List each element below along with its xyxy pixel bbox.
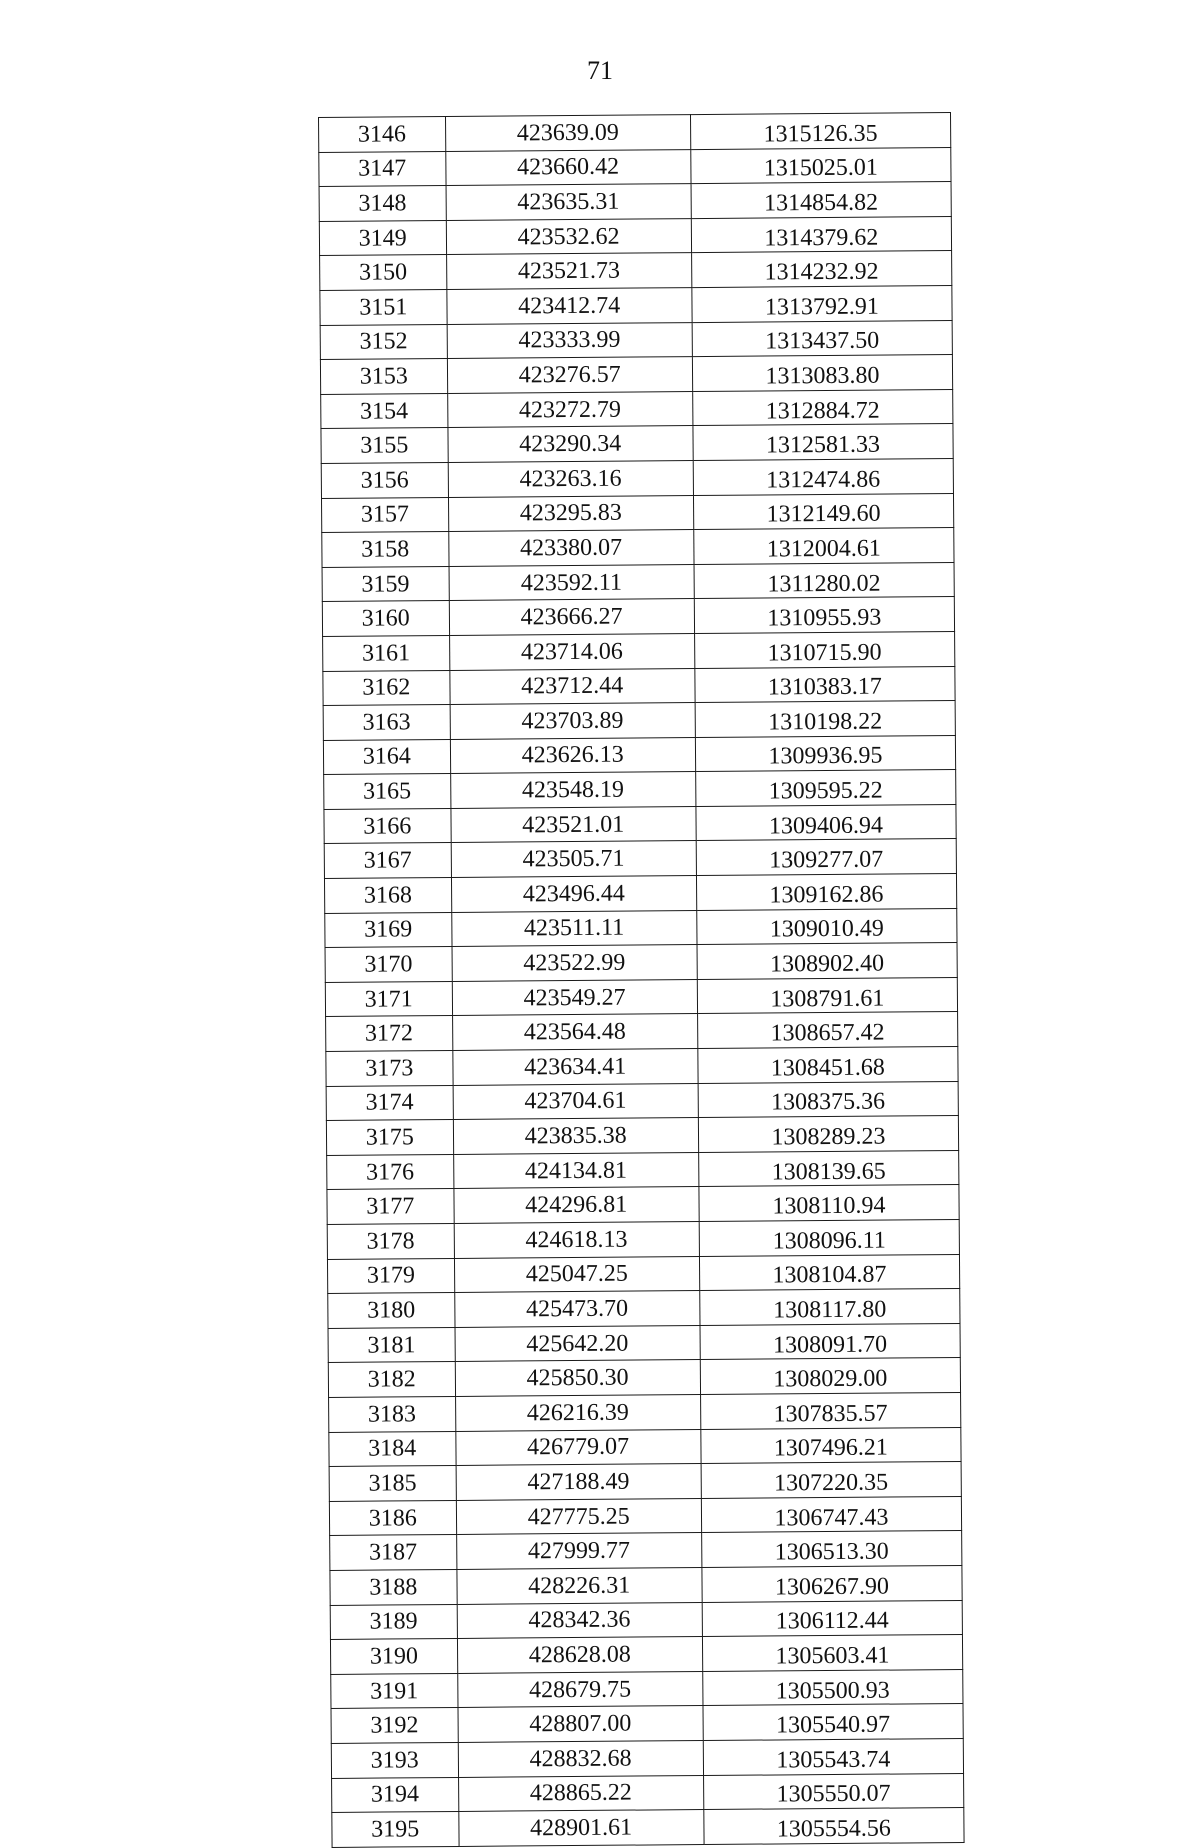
table-row — [326, 1012, 958, 1052]
point-number-cell: 3152 — [320, 324, 447, 360]
x-coordinate-cell: 423290.34 — [448, 426, 693, 463]
table-row — [331, 1704, 963, 1744]
point-number-cell: 3159 — [322, 566, 449, 602]
y-coordinate-cell: 1311280.02 — [694, 562, 955, 599]
table-row — [326, 1081, 958, 1121]
y-coordinate-cell: 1309406.94 — [696, 804, 957, 841]
y-coordinate-cell: 1313437.50 — [692, 320, 953, 357]
y-coordinate-cell: 1305554.56 — [704, 1808, 965, 1845]
x-coordinate-cell: 428901.61 — [458, 1810, 703, 1847]
point-number-cell: 3190 — [330, 1639, 457, 1675]
y-coordinate-cell: 1309010.49 — [696, 908, 957, 945]
y-coordinate-cell: 1305550.07 — [703, 1773, 964, 1810]
point-number-cell: 3150 — [320, 255, 447, 291]
x-coordinate-cell: 423714.06 — [449, 633, 694, 670]
y-coordinate-cell: 1309936.95 — [695, 735, 956, 772]
y-coordinate-cell: 1310198.22 — [695, 701, 956, 738]
table-row — [320, 320, 952, 360]
point-number-cell: 3181 — [328, 1327, 455, 1363]
y-coordinate-cell: 1305540.97 — [703, 1704, 964, 1741]
x-coordinate-cell: 423564.48 — [452, 1014, 697, 1051]
y-coordinate-cell: 1309277.07 — [696, 839, 957, 876]
x-coordinate-cell: 423835.38 — [453, 1118, 698, 1155]
x-coordinate-cell: 423295.83 — [448, 495, 693, 532]
point-number-cell: 3177 — [327, 1189, 454, 1225]
x-coordinate-cell: 428865.22 — [458, 1775, 703, 1812]
x-coordinate-cell: 423532.62 — [446, 218, 691, 255]
table-row — [319, 182, 951, 222]
table-row — [328, 1323, 960, 1363]
x-coordinate-cell: 424296.81 — [454, 1187, 699, 1224]
x-coordinate-cell: 423333.99 — [447, 322, 692, 359]
point-number-cell: 3147 — [319, 151, 446, 187]
x-coordinate-cell: 424618.13 — [454, 1222, 699, 1259]
x-coordinate-cell: 423666.27 — [449, 599, 694, 636]
y-coordinate-cell: 1315025.01 — [691, 147, 952, 184]
x-coordinate-cell: 423521.01 — [451, 806, 696, 843]
table-row — [321, 458, 953, 498]
point-number-cell: 3154 — [321, 393, 448, 429]
table-row — [324, 839, 956, 879]
y-coordinate-cell: 1308289.23 — [698, 1116, 959, 1153]
point-number-cell: 3164 — [323, 739, 450, 775]
table-row — [322, 597, 954, 637]
table-row — [327, 1185, 959, 1225]
table-row — [321, 493, 953, 533]
point-number-cell: 3179 — [327, 1258, 454, 1294]
x-coordinate-cell: 428679.75 — [457, 1671, 702, 1708]
x-coordinate-cell: 428628.08 — [457, 1637, 702, 1674]
y-coordinate-cell: 1310383.17 — [695, 666, 956, 703]
table-row — [329, 1496, 961, 1536]
point-number-cell: 3167 — [324, 843, 451, 879]
table-row — [327, 1254, 959, 1294]
x-coordinate-cell: 423412.74 — [446, 288, 691, 325]
y-coordinate-cell: 1308110.94 — [699, 1185, 960, 1222]
point-number-cell: 3173 — [326, 1051, 453, 1087]
point-number-cell: 3170 — [325, 947, 452, 983]
point-number-cell: 3157 — [321, 497, 448, 533]
y-coordinate-cell: 1308451.68 — [698, 1047, 959, 1084]
x-coordinate-cell: 423703.89 — [450, 703, 695, 740]
table-row — [330, 1531, 962, 1571]
x-coordinate-cell: 427999.77 — [456, 1533, 701, 1570]
table-row — [327, 1219, 959, 1259]
y-coordinate-cell: 1308375.36 — [698, 1081, 959, 1118]
x-coordinate-cell: 425473.70 — [454, 1291, 699, 1328]
x-coordinate-cell: 423505.71 — [451, 841, 696, 878]
point-number-cell: 3182 — [328, 1362, 455, 1398]
table-row — [326, 1116, 958, 1156]
table-row — [325, 943, 957, 983]
y-coordinate-cell: 1310715.90 — [694, 631, 955, 668]
x-coordinate-cell: 425850.30 — [455, 1360, 700, 1397]
y-coordinate-cell: 1308117.80 — [699, 1289, 960, 1326]
y-coordinate-cell: 1305603.41 — [702, 1635, 963, 1672]
x-coordinate-cell: 428832.68 — [458, 1740, 703, 1777]
point-number-cell: 3178 — [327, 1223, 454, 1259]
point-number-cell: 3194 — [332, 1777, 459, 1813]
table-row — [324, 874, 956, 914]
y-coordinate-cell: 1308139.65 — [698, 1150, 959, 1187]
point-number-cell: 3172 — [326, 1016, 453, 1052]
point-number-cell: 3189 — [330, 1604, 457, 1640]
point-number-cell: 3175 — [326, 1120, 453, 1156]
point-number-cell: 3162 — [323, 670, 450, 706]
y-coordinate-cell: 1306513.30 — [701, 1531, 962, 1568]
x-coordinate-cell: 423660.42 — [445, 149, 690, 186]
y-coordinate-cell: 1305500.93 — [702, 1669, 963, 1706]
point-number-cell: 3174 — [326, 1085, 453, 1121]
y-coordinate-cell: 1308029.00 — [700, 1358, 961, 1395]
y-coordinate-cell: 1312884.72 — [692, 389, 953, 426]
y-coordinate-cell: 1314854.82 — [691, 182, 952, 219]
y-coordinate-cell: 1308091.70 — [700, 1323, 961, 1360]
x-coordinate-cell: 425047.25 — [454, 1256, 699, 1293]
table-row — [323, 701, 955, 741]
point-number-cell: 3176 — [327, 1154, 454, 1190]
point-number-cell: 3195 — [332, 1812, 459, 1848]
x-coordinate-cell: 423276.57 — [447, 357, 692, 394]
point-number-cell: 3183 — [329, 1396, 456, 1432]
x-coordinate-cell: 423521.73 — [446, 253, 691, 290]
table-row — [322, 562, 954, 602]
x-coordinate-cell: 428226.31 — [457, 1567, 702, 1604]
y-coordinate-cell: 1306267.90 — [702, 1565, 963, 1602]
point-number-cell: 3185 — [329, 1466, 456, 1502]
table-row — [325, 908, 957, 948]
x-coordinate-cell: 423548.19 — [450, 772, 695, 809]
point-number-cell: 3187 — [330, 1535, 457, 1571]
y-coordinate-cell: 1307220.35 — [701, 1462, 962, 1499]
table-row — [323, 666, 955, 706]
table-row — [330, 1565, 962, 1605]
coordinates-table-body — [319, 113, 965, 1848]
x-coordinate-cell: 426216.39 — [455, 1395, 700, 1432]
x-coordinate-cell: 423712.44 — [449, 668, 694, 705]
table-row — [328, 1358, 960, 1398]
table-row — [322, 528, 954, 568]
x-coordinate-cell: 423263.16 — [448, 461, 693, 498]
table-row — [321, 424, 953, 464]
y-coordinate-cell: 1314379.62 — [691, 216, 952, 253]
table-row — [332, 1808, 964, 1848]
point-number-cell: 3180 — [328, 1293, 455, 1329]
y-coordinate-cell: 1312149.60 — [693, 493, 954, 530]
x-coordinate-cell: 423522.99 — [452, 945, 697, 982]
table-row — [328, 1289, 960, 1329]
y-coordinate-cell: 1309595.22 — [695, 770, 956, 807]
x-coordinate-cell: 423634.41 — [452, 1049, 697, 1086]
table-row — [319, 216, 951, 256]
point-number-cell: 3186 — [329, 1500, 456, 1536]
y-coordinate-cell: 1313792.91 — [692, 285, 953, 322]
y-coordinate-cell: 1306112.44 — [702, 1600, 963, 1637]
x-coordinate-cell: 425642.20 — [455, 1325, 700, 1362]
x-coordinate-cell: 423496.44 — [451, 876, 696, 913]
x-coordinate-cell: 428342.36 — [457, 1602, 702, 1639]
point-number-cell: 3161 — [323, 635, 450, 671]
x-coordinate-cell: 424134.81 — [453, 1152, 698, 1189]
point-number-cell: 3158 — [322, 532, 449, 568]
table-row — [323, 735, 955, 775]
table-row — [332, 1773, 964, 1813]
point-number-cell: 3166 — [324, 808, 451, 844]
point-number-cell: 3168 — [324, 878, 451, 914]
point-number-cell: 3169 — [325, 912, 452, 948]
point-number-cell: 3163 — [323, 705, 450, 741]
y-coordinate-cell: 1308096.11 — [699, 1219, 960, 1256]
y-coordinate-cell: 1308791.61 — [697, 977, 958, 1014]
y-coordinate-cell: 1308657.42 — [697, 1012, 958, 1049]
point-number-cell: 3188 — [330, 1569, 457, 1605]
point-number-cell: 3193 — [331, 1742, 458, 1778]
x-coordinate-cell: 427775.25 — [456, 1498, 701, 1535]
point-number-cell: 3149 — [319, 220, 446, 256]
point-number-cell: 3155 — [321, 428, 448, 464]
table-row — [320, 285, 952, 325]
y-coordinate-cell: 1309162.86 — [696, 874, 957, 911]
y-coordinate-cell: 1315126.35 — [690, 113, 951, 150]
table-row — [331, 1669, 963, 1709]
point-number-cell: 3148 — [319, 186, 446, 222]
y-coordinate-cell: 1312474.86 — [693, 458, 954, 495]
y-coordinate-cell: 1307496.21 — [701, 1427, 962, 1464]
point-number-cell: 3192 — [331, 1708, 458, 1744]
y-coordinate-cell: 1308902.40 — [697, 943, 958, 980]
point-number-cell: 3146 — [319, 117, 446, 153]
y-coordinate-cell: 1306747.43 — [701, 1496, 962, 1533]
table-row — [331, 1738, 963, 1778]
table-row — [320, 251, 952, 291]
x-coordinate-cell: 427188.49 — [456, 1464, 701, 1501]
y-coordinate-cell: 1312004.61 — [694, 528, 955, 565]
point-number-cell: 3191 — [331, 1673, 458, 1709]
y-coordinate-cell: 1313083.80 — [692, 355, 953, 392]
page-number: 71 — [587, 56, 613, 85]
coordinates-table-container — [318, 112, 965, 1848]
point-number-cell: 3153 — [320, 359, 447, 395]
table-row — [330, 1600, 962, 1640]
x-coordinate-cell: 423549.27 — [452, 979, 697, 1016]
x-coordinate-cell: 423592.11 — [449, 564, 694, 601]
point-number-cell: 3151 — [320, 289, 447, 325]
x-coordinate-cell: 423272.79 — [447, 391, 692, 428]
point-number-cell: 3156 — [321, 462, 448, 498]
table-row — [327, 1150, 959, 1190]
table-row — [320, 355, 952, 395]
table-row — [323, 631, 955, 671]
y-coordinate-cell: 1314232.92 — [691, 251, 952, 288]
x-coordinate-cell: 426779.07 — [455, 1429, 700, 1466]
x-coordinate-cell: 423380.07 — [448, 530, 693, 567]
x-coordinate-cell: 423511.11 — [451, 910, 696, 947]
point-number-cell: 3184 — [329, 1431, 456, 1467]
table-row — [324, 770, 956, 810]
table-row — [329, 1462, 961, 1502]
y-coordinate-cell: 1307835.57 — [700, 1392, 961, 1429]
point-number-cell: 3160 — [322, 601, 449, 637]
y-coordinate-cell: 1308104.87 — [699, 1254, 960, 1291]
y-coordinate-cell: 1310955.93 — [694, 597, 955, 634]
x-coordinate-cell: 423704.61 — [453, 1083, 698, 1120]
x-coordinate-cell: 423626.13 — [450, 737, 695, 774]
point-number-cell: 3171 — [325, 981, 452, 1017]
table-row — [329, 1392, 961, 1432]
y-coordinate-cell: 1312581.33 — [693, 424, 954, 461]
table-row — [324, 804, 956, 844]
table-row — [325, 977, 957, 1017]
table-row — [330, 1635, 962, 1675]
table-row — [326, 1047, 958, 1087]
point-number-cell: 3165 — [324, 774, 451, 810]
table-row — [329, 1427, 961, 1467]
coordinates-table — [318, 112, 965, 1848]
table-row — [321, 389, 953, 429]
x-coordinate-cell: 423639.09 — [445, 115, 690, 152]
x-coordinate-cell: 428807.00 — [458, 1706, 703, 1743]
y-coordinate-cell: 1305543.74 — [703, 1738, 964, 1775]
x-coordinate-cell: 423635.31 — [446, 184, 691, 221]
table-row — [319, 147, 951, 187]
table-row — [319, 113, 951, 153]
